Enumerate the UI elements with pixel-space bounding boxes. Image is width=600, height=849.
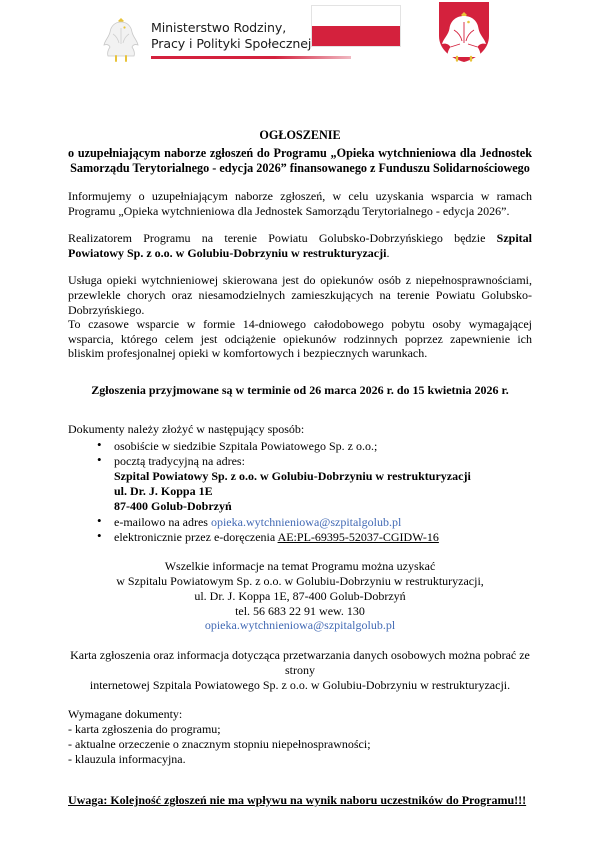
edelivery-label: elektronicznie przez e-doręczenia — [114, 530, 278, 545]
realizator-organisation: Szpital Powiatowy Sp. z o.o. w Golubiu-Dobrzyniu w restrukturyzacji — [68, 231, 532, 260]
contact-line-3: ul. Dr. J. Koppa 1E, 87-400 Golub-Dobrzyń — [194, 588, 406, 603]
contact-email-link[interactable]: opieka.wytchnieniowa@szpitalgolub.pl — [204, 618, 396, 633]
contact-block — [68, 559, 532, 633]
required-document-item: - klauzula informacyjna. — [68, 751, 186, 766]
contact-line-2: w Szpitalu Powiatowym Sp. z o.o. w Golubiu-Dobrzyniu w restrukturyzacji, — [116, 573, 484, 588]
contact-line-1: Wszelkie informacje na temat Programu można uzyskać — [164, 559, 436, 574]
ministry-name-line-2: Pracy i Polityki Społecznej — [151, 35, 312, 51]
realizator-prefix: Realizatorem Programu na terenie Powiatu Golubsko-Dobrzyńskiego będzie — [68, 231, 497, 246]
download-note-line-2: internetowej Szpitala Powiatowego Sp. z o.o. w Golubiu-Dobrzyniu w restrukturyzacji. — [89, 677, 511, 692]
ministry-rule-divider — [151, 56, 351, 59]
edelivery-address[interactable]: AE:PL-69395-52037-CGIDW-16 — [277, 530, 439, 545]
document-header — [68, 0, 532, 108]
email-link[interactable]: opieka.wytchnieniowa@szpitalgolub.pl — [210, 514, 402, 529]
post-address-line-3: 87-400 Golub-Dobrzyń — [114, 498, 232, 513]
post-label: pocztą tradycyjną na adres: — [114, 454, 245, 469]
required-document-item: - aktualne orzeczenie o znacznym stopniu niepełnosprawności; — [68, 737, 371, 752]
contact-phone: tel. 56 683 22 91 wew. 130 — [235, 603, 365, 618]
list-item-email — [114, 515, 532, 530]
list-item-post — [114, 454, 532, 513]
paragraph-info: Informujemy o uzupełniającym naborze zgłoszeń, w celu uzyskania wsparcia w ramach Programu „Opieka wytchnieniowa dla Jednostek Samorządu Terytorialnego - edycja 2026”. — [68, 189, 532, 218]
submission-deadline: Zgłoszenia przyjmowane są w terminie od 26 marca 2026 r. do 15 kwietnia 2026 r. — [91, 382, 509, 397]
realizator-suffix: . — [386, 245, 390, 260]
document-title: OGŁOSZENIE — [259, 128, 341, 142]
ministry-eagle-icon — [100, 14, 142, 64]
document-subtitle: o uzupełniającym naborze zgłoszeń do Programu „Opieka wytchnieniowa dla Jednostek Samorządu Terytorialnego - edycja 2026” finansowanego z Funduszu Solidarnościowego — [68, 146, 532, 175]
required-documents-block — [68, 707, 532, 766]
download-note-line-1: Karta zgłoszenia oraz informacja dotycząca przetwarzania danych osobowych można pobrać ze strony — [70, 648, 530, 677]
submission-methods-list — [68, 439, 532, 546]
flag-red-band — [312, 26, 400, 46]
polish-flag-icon — [311, 5, 401, 47]
post-address-line-1: Szpital Powiatowy Sp. z o.o. w Golubiu-Dobrzyniu w restrukturyzacji — [114, 469, 471, 484]
polish-coat-of-arms-icon — [436, 0, 492, 64]
list-item-in-person: • osobiście w siedzibie Szpitala Powiatowego Sp. z o.o.; — [114, 439, 532, 454]
paragraph-support: To czasowe wsparcie w formie 14-dniowego całodobowego pobytu osoby wymagającej wsparcia, którego celem jest odciążenie opiekunów rodzinnych poprzez zapewnienie ich bliskim profesjonalnej opieki w komfortowych i bezpiecznych warunkach. — [68, 317, 532, 361]
list-item-edelivery — [114, 530, 532, 545]
post-address-line-2: ul. Dr. J. Koppa 1E — [114, 483, 213, 498]
email-label: e-mailowo na adres — [114, 514, 211, 529]
ministry-name-line-1: Ministerstwo Rodziny, — [151, 19, 287, 35]
required-documents-heading: Wymagane dokumenty: — [68, 707, 183, 722]
paragraph-realizator — [68, 231, 532, 260]
paragraph-scope: Usługa opieki wytchnieniowej skierowana jest do opiekunów osób z niepełnosprawnościami, przewlekle chorych oraz niesamodzielnych zamieszkujących na terenie Powiatu Golubsko-Dobrzyńskiego. — [68, 273, 532, 317]
submission-lead-in: Dokumenty należy złożyć w następujący sposób: — [68, 421, 305, 436]
important-notice: Uwaga: Kolejność zgłoszeń nie ma wpływu na wynik naboru uczestników do Programu!!! — [68, 792, 527, 807]
required-document-item: - karta zgłoszenia do programu; — [68, 722, 221, 737]
download-note — [68, 648, 532, 692]
title-block — [68, 128, 532, 176]
